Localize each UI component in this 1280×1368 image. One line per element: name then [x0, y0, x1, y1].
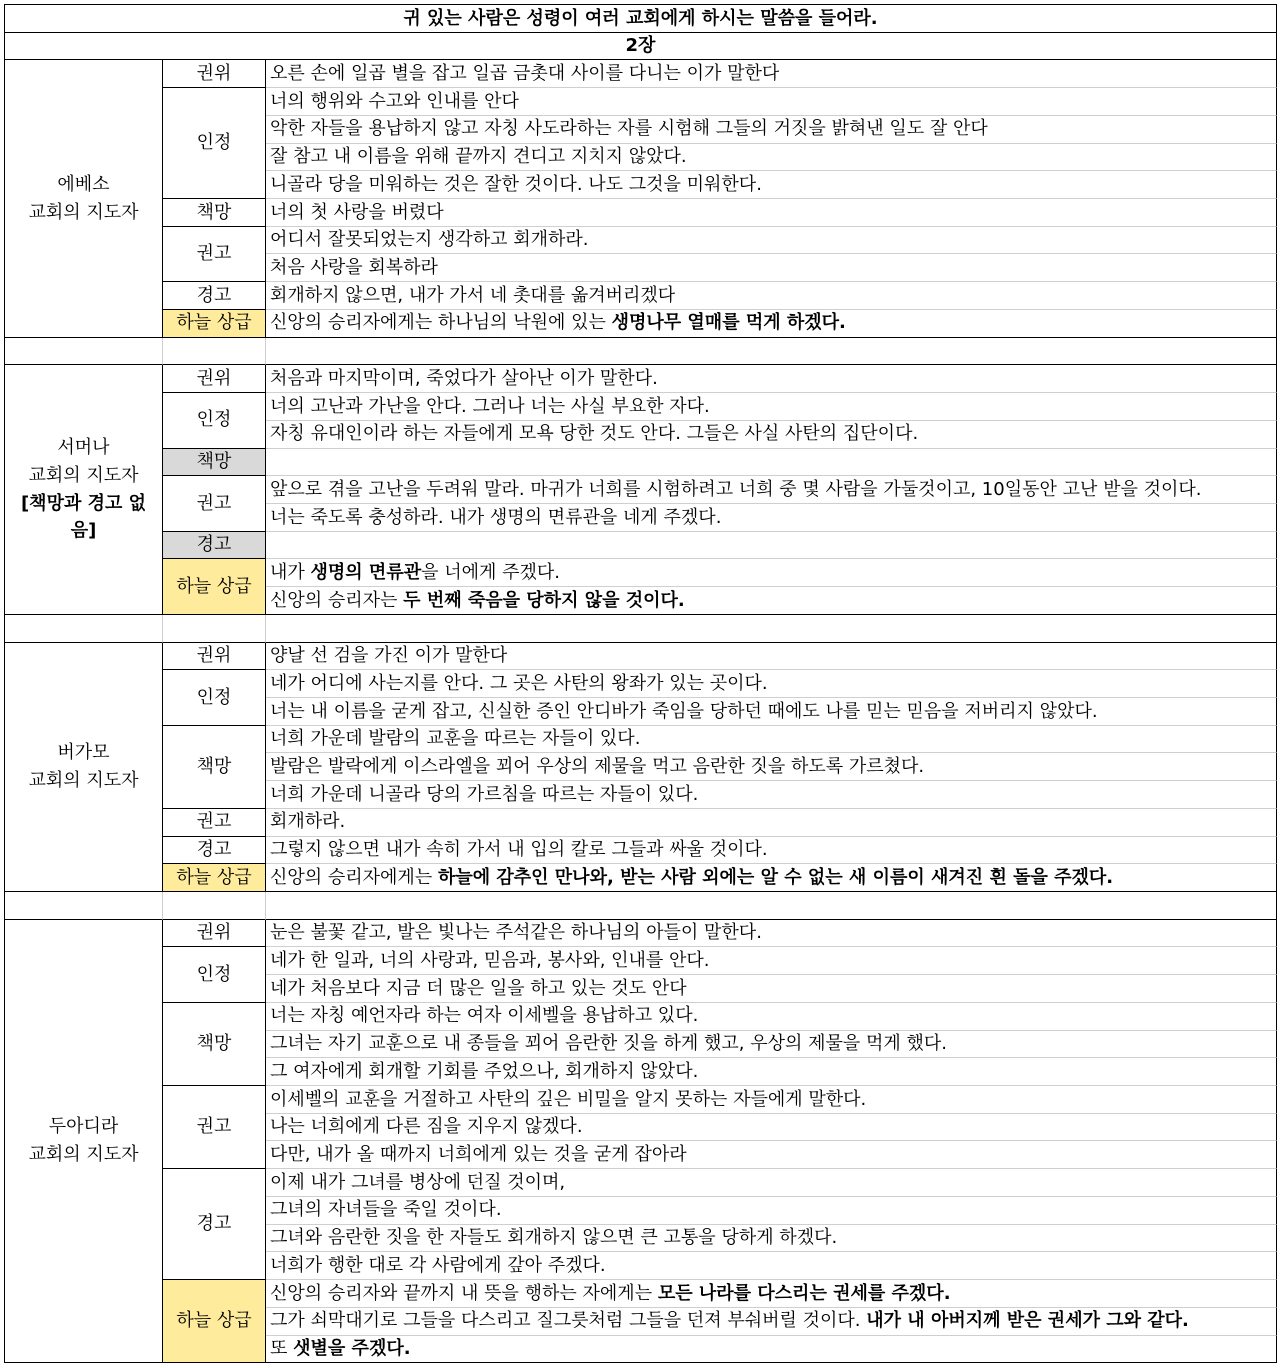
table-row	[5, 365, 1277, 393]
exhortation-text-cell	[266, 254, 1277, 282]
table-row	[5, 449, 1277, 477]
table-row	[5, 199, 1277, 227]
warning-label: 경고	[196, 284, 232, 306]
emphasis-text: 생명나무 열매를 먹게 하겠다.	[611, 312, 846, 334]
authority-label: 권위	[196, 645, 232, 667]
commendation-text-cell	[266, 975, 1277, 1003]
exhortation-text-cell	[266, 476, 1277, 504]
verse-text: 네가 한 일과, 너의 사랑과, 믿음과, 봉사와, 인내를 안다.	[270, 950, 710, 971]
exhortation-label-cell	[163, 809, 266, 837]
verse-text: 을 너에게 주겠다.	[421, 561, 560, 583]
commendation-text-cell	[266, 88, 1277, 116]
reward-label: 하늘 상급	[176, 866, 252, 888]
table-row	[5, 920, 1277, 948]
rebuke-text-cell	[266, 449, 1277, 477]
church-note: 음]	[70, 520, 97, 542]
rebuke-text-cell	[266, 1031, 1277, 1059]
table-row	[5, 476, 1277, 504]
church-label-cell	[5, 920, 163, 1364]
exhortation-text-cell	[266, 227, 1277, 255]
page-title: 귀 있는 사람은 성령이 여러 교회에게 하시는 말씀을 들어라.	[5, 5, 1277, 33]
spacer-cell	[163, 615, 266, 643]
church-role: 교회의 지도자	[28, 201, 139, 223]
verse-text: 그녀와 음란한 짓을 한 자들도 회개하지 않으면 큰 고통을 당하게 하겠다.	[270, 1227, 838, 1249]
verse-text: 너희 가운데 발람의 교훈을 따르는 자들이 있다.	[270, 728, 641, 750]
commendation-label: 인정	[196, 963, 232, 985]
spacer-cell	[266, 892, 1277, 920]
verse-text: 처음 사랑을 회복하라	[270, 257, 438, 279]
commendation-label-cell	[163, 947, 266, 1002]
verse-text: 그녀의 자녀들을 죽일 것이다.	[270, 1199, 502, 1221]
verse-text: 내가	[270, 561, 311, 583]
warning-label: 경고	[196, 534, 232, 556]
emphasis-text: 샛별을 주겠다.	[293, 1338, 411, 1360]
table-row	[5, 726, 1277, 754]
authority-label: 권위	[196, 63, 232, 84]
table-row	[5, 670, 1277, 698]
commendation-label-cell	[163, 88, 266, 199]
verse-text: 회개하라.	[270, 811, 346, 833]
reward-text-cell	[266, 587, 1277, 615]
commendation-text-cell	[266, 421, 1277, 449]
verse-text: 잘 참고 내 이름을 위해 끝까지 견디고 지치지 않았다.	[270, 146, 687, 168]
church-name: 에베소	[57, 173, 110, 195]
verse-text: 그가 쇠막대기로 그들을 다스리고 질그릇처럼 그들을 던져 부숴버릴 것이다.	[270, 1310, 867, 1332]
verse-text: 오른 손에 일곱 별을 잡고 일곱 금촛대 사이를 다니는 이가 말한다	[270, 63, 780, 84]
verse-text: 그녀는 자기 교훈으로 내 종들을 꾀어 음란한 짓을 하게 했고, 우상의 제물을 먹게 했다.	[270, 1033, 948, 1055]
exhortation-text-cell	[266, 1086, 1277, 1114]
warning-label-cell	[163, 1169, 266, 1280]
authority-label-cell	[163, 365, 266, 393]
table-row	[5, 1280, 1277, 1308]
table-row	[5, 532, 1277, 560]
commendation-label: 인정	[196, 409, 232, 431]
exhortation-text-cell	[266, 504, 1277, 532]
exhortation-label: 권고	[196, 811, 232, 833]
spacer-cell	[163, 338, 266, 366]
table-row	[5, 947, 1277, 975]
commendation-text-cell	[266, 947, 1277, 975]
reward-text-cell	[266, 1336, 1277, 1364]
rebuke-label-cell	[163, 1003, 266, 1086]
commendation-text-cell	[266, 144, 1277, 172]
warning-label: 경고	[196, 1213, 232, 1235]
authority-label-cell	[163, 643, 266, 671]
verse-text: 너의 첫 사랑을 버렸다	[270, 201, 444, 223]
rebuke-text-cell	[266, 753, 1277, 781]
verse-text: 신앙의 승리자와 끝까지 내 뜻을 행하는 자에게는	[270, 1282, 658, 1304]
verse-text: 그 여자에게 회개할 기회를 주었으나, 회개하지 않았다.	[270, 1060, 699, 1082]
verse-text: 너희 가운데 니골라 당의 가르침을 따르는 자들이 있다.	[270, 783, 699, 805]
rebuke-label-cell	[163, 449, 266, 477]
verse-text: 발람은 발락에게 이스라엘을 꾀어 우상의 제물을 먹고 음란한 짓을 하도록 가르쳤다.	[270, 755, 925, 777]
spacer-row	[5, 338, 1277, 366]
emphasis-text: 내가 내 아버지께 받은 권세가 그와 같다.	[866, 1310, 1189, 1332]
reward-label: 하늘 상급	[176, 312, 252, 334]
reward-label-cell	[163, 310, 266, 338]
spacer-cell	[5, 615, 163, 643]
table-row	[5, 837, 1277, 865]
verse-text: 신앙의 승리자는	[270, 589, 404, 611]
warning-text-cell	[266, 532, 1277, 560]
church-rows	[5, 60, 1277, 1363]
church-message-table	[4, 4, 1277, 1363]
warning-label-cell	[163, 282, 266, 310]
church-name: 서머나	[57, 437, 110, 459]
commendation-label: 인정	[196, 686, 232, 708]
authority-text-cell	[266, 365, 1277, 393]
verse-text: 앞으로 겪을 고난을 두려워 말라. 마귀가 너희를 시험하려고 너희 중 몇 사람을 가둘것이고, 10일동안 고난 받을 것이다.	[270, 478, 1202, 500]
emphasis-text: 두 번째 죽음을 당하지 않을 것이다.	[403, 589, 685, 611]
commendation-label-cell	[163, 393, 266, 448]
verse-text: 악한 자들을 용납하지 않고 자칭 사도라하는 자를 시험해 그들의 거짓을 밝혀낸 일도 잘 안다	[270, 118, 988, 140]
title-row	[5, 5, 1277, 33]
table-row	[5, 864, 1277, 892]
warning-text-cell	[266, 282, 1277, 310]
exhortation-label: 권고	[196, 492, 232, 514]
spacer-row	[5, 615, 1277, 643]
reward-text-cell	[266, 310, 1277, 338]
verse-text: 너의 행위와 수고와 인내를 안다	[270, 90, 519, 112]
table-row	[5, 809, 1277, 837]
exhortation-text-cell	[266, 1141, 1277, 1169]
verse-text: 너는 내 이름을 굳게 잡고, 신실한 증인 안디바가 죽임을 당하던 때에도 나를 믿는 믿음을 저버리지 않았다.	[270, 700, 1098, 722]
table-header	[5, 5, 1277, 60]
verse-text: 또	[270, 1338, 294, 1360]
warning-text-cell	[266, 837, 1277, 865]
reward-label-cell	[163, 864, 266, 892]
commendation-text-cell	[266, 171, 1277, 199]
exhortation-text-cell	[266, 809, 1277, 837]
exhortation-label-cell	[163, 227, 266, 282]
church-role: 교회의 지도자	[28, 1143, 139, 1165]
rebuke-label-cell	[163, 726, 266, 809]
exhortation-label: 권고	[196, 1116, 232, 1138]
spacer-row	[5, 892, 1277, 920]
verse-text: 자칭 유대인이라 하는 자들에게 모욕 당한 것도 안다. 그들은 사실 사탄의 집단이다.	[270, 423, 919, 445]
rebuke-text-cell	[266, 199, 1277, 227]
table-row	[5, 559, 1277, 587]
warning-label-cell	[163, 837, 266, 865]
rebuke-text-cell	[266, 1003, 1277, 1031]
church-label-cell	[5, 60, 163, 337]
commendation-text-cell	[266, 670, 1277, 698]
verse-text: 네가 처음보다 지금 더 많은 일을 하고 있는 것도 안다	[270, 977, 687, 999]
verse-text: 네가 어디에 사는지를 안다. 그 곳은 사탄의 왕좌가 있는 곳이다.	[270, 672, 768, 694]
verse-text: 그렇지 않으면 내가 속히 가서 내 입의 칼로 그들과 싸울 것이다.	[270, 839, 768, 861]
church-label-cell	[5, 643, 163, 892]
authority-text-cell	[266, 643, 1277, 671]
commendation-label: 인정	[196, 132, 232, 154]
table-row	[5, 282, 1277, 310]
warning-text-cell	[266, 1197, 1277, 1225]
authority-label: 권위	[196, 922, 232, 944]
verse-text: 눈은 불꽃 같고, 발은 빛나는 주석같은 하나님의 아들이 말한다.	[270, 922, 762, 944]
reward-text-cell	[266, 864, 1277, 892]
warning-text-cell	[266, 1252, 1277, 1280]
verse-text: 신앙의 승리자에게는 하나님의 낙원에 있는	[270, 312, 612, 334]
rebuke-text-cell	[266, 726, 1277, 754]
rebuke-label: 책망	[196, 1033, 232, 1055]
exhortation-label-cell	[163, 476, 266, 531]
warning-text-cell	[266, 1225, 1277, 1253]
verse-text: 양날 선 검을 가진 이가 말한다	[270, 645, 508, 667]
verse-text: 니골라 당을 미워하는 것은 잘한 것이다. 나도 그것을 미워한다.	[270, 173, 762, 195]
commendation-text-cell	[266, 116, 1277, 144]
exhortation-label-cell	[163, 1086, 266, 1169]
verse-text: 나는 너희에게 다른 짐을 지우지 않겠다.	[270, 1116, 583, 1138]
verse-text: 너의 고난과 가난을 안다. 그러나 너는 사실 부요한 자다.	[270, 395, 710, 417]
table-row	[5, 227, 1277, 255]
spacer-cell	[5, 338, 163, 366]
authority-text-cell	[266, 60, 1277, 88]
church-role: 교회의 지도자	[28, 464, 139, 486]
authority-label-cell	[163, 60, 266, 88]
rebuke-label-cell	[163, 199, 266, 227]
exhortation-text-cell	[266, 1114, 1277, 1142]
church-role: 교회의 지도자	[28, 769, 139, 791]
verse-text: 다만, 내가 올 때까지 너희에게 있는 것을 굳게 잡아라	[270, 1144, 687, 1166]
chapter-row	[5, 33, 1277, 61]
church-label-cell	[5, 365, 163, 614]
reward-label: 하늘 상급	[176, 575, 252, 597]
table-row	[5, 310, 1277, 338]
table-row	[5, 643, 1277, 671]
chapter-heading: 2장	[5, 33, 1277, 61]
verse-text: 너는 죽도록 충성하라. 내가 생명의 면류관을 네게 주겠다.	[270, 506, 722, 528]
spacer-cell	[163, 892, 266, 920]
verse-text: 이세벨의 교훈을 거절하고 사탄의 깊은 비밀을 알지 못하는 자들에게 말한다.	[270, 1088, 867, 1110]
rebuke-label: 책망	[196, 451, 232, 473]
rebuke-text-cell	[266, 1058, 1277, 1086]
spacer-cell	[266, 615, 1277, 643]
authority-text-cell	[266, 920, 1277, 948]
table-row	[5, 88, 1277, 116]
authority-label-cell	[163, 920, 266, 948]
verse-text: 이제 내가 그녀를 병상에 던질 것이며,	[270, 1171, 566, 1193]
commendation-label-cell	[163, 670, 266, 725]
rebuke-label: 책망	[196, 755, 232, 777]
spacer-cell	[266, 338, 1277, 366]
reward-label-cell	[163, 559, 266, 614]
verse-text: 회개하지 않으면, 내가 가서 네 촛대를 옮겨버리겠다	[270, 284, 676, 306]
verse-text: 어디서 잘못되었는지 생각하고 회개하라.	[270, 229, 589, 251]
authority-label: 권위	[196, 367, 232, 389]
church-note: [책망과 경고 없	[20, 492, 147, 514]
table-row	[5, 393, 1277, 421]
verse-text: 신앙의 승리자에게는	[270, 866, 438, 888]
warning-text-cell	[266, 1169, 1277, 1197]
emphasis-text: 모든 나라를 다스리는 권세를 주겠다.	[657, 1282, 951, 1304]
rebuke-label: 책망	[196, 201, 232, 223]
table-row	[5, 1169, 1277, 1197]
commendation-text-cell	[266, 698, 1277, 726]
exhortation-label: 권고	[196, 243, 232, 265]
reward-text-cell	[266, 559, 1277, 587]
emphasis-text: 하늘에 감추인 만나와, 받는 사람 외에는 알 수 없는 새 이름이 새겨진 흰 돌을 주겠다.	[437, 866, 1114, 888]
verse-text: 처음과 마지막이며, 죽었다가 살아난 이가 말한다.	[270, 367, 658, 389]
rebuke-text-cell	[266, 781, 1277, 809]
church-name: 두아디라	[48, 1116, 119, 1138]
table-row	[5, 1086, 1277, 1114]
spacer-cell	[5, 892, 163, 920]
reward-text-cell	[266, 1280, 1277, 1308]
commendation-text-cell	[266, 393, 1277, 421]
emphasis-text: 생명의 면류관	[310, 561, 422, 583]
table-row	[5, 60, 1277, 88]
verse-text: 너희가 행한 대로 각 사람에게 갚아 주겠다.	[270, 1254, 606, 1276]
warning-label-cell	[163, 532, 266, 560]
table-row	[5, 1003, 1277, 1031]
verse-text: 너는 자칭 예언자라 하는 여자 이세벨을 용납하고 있다.	[270, 1005, 699, 1027]
reward-text-cell	[266, 1308, 1277, 1336]
reward-label: 하늘 상급	[176, 1310, 252, 1332]
warning-label: 경고	[196, 839, 232, 861]
reward-label-cell	[163, 1280, 266, 1363]
church-name: 버가모	[57, 742, 110, 764]
